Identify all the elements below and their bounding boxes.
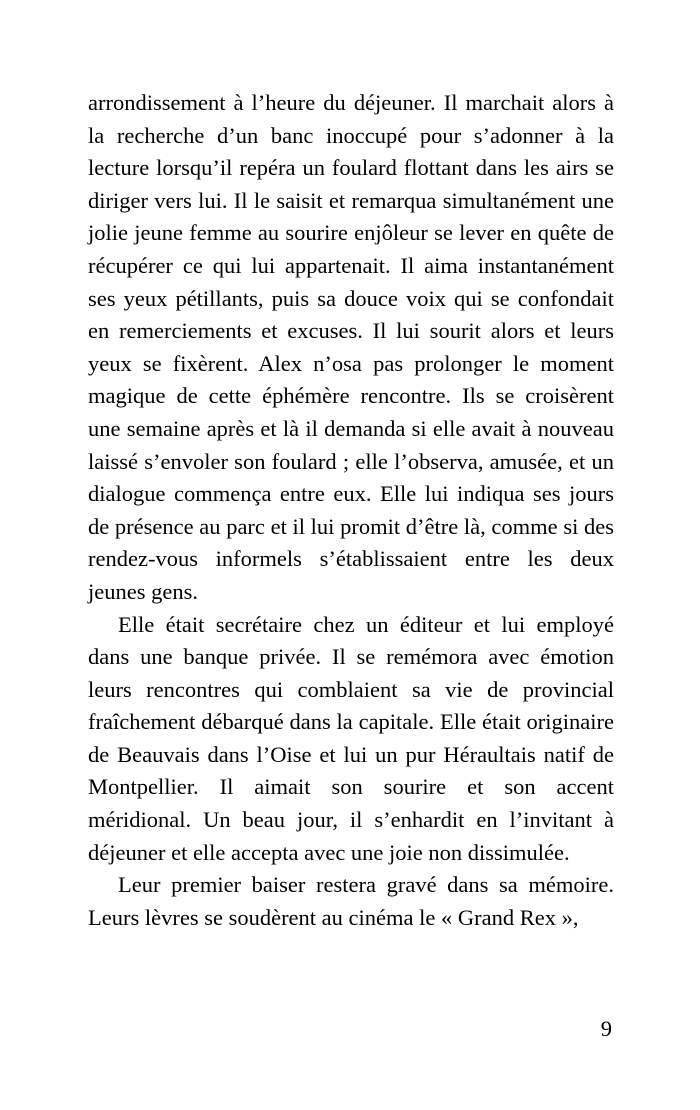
paragraph-secretary: Elle était secrétaire chez un éditeur et lui employé dans une banque privée. Il se remémora avec émotion leurs rencontres qui comblaient sa vie de provincial fraîchement débarqué dans la capitale. Elle était originaire de Beauvais dans l’Oise et lui un pur Héraultais natif de Montpellier. Il aimait son sourire et son accent méridional. Un beau jour, il s’enhardit en l’invitant à déjeuner et elle accepta avec une joie non dissimulée. bbox=[88, 611, 614, 865]
page-number: 9 bbox=[600, 1016, 612, 1041]
paragraph-continued: arrondissement à l’heure du déjeuner. Il marchait alors à la recherche d’un banc inoccupé pour s’adonner à la lecture lorsqu’il repéra un foulard flottant dans les airs se diriger vers lui. Il le saisit et remarqua simultanément une jolie jeune femme au sourire enjôleur se lever en quête de récupérer ce qui lui appartenait. Il aima instantanément ses yeux pétillants, puis sa douce voix qui se confondait en remerciements et excuses. Il lui sourit alors et leurs yeux se fixèrent. Alex n’osa pas prolonger le moment magique de cette éphémère rencontre. Ils se croisèrent une semaine après et là il demanda si elle avait à nouveau laissé s’envoler son foulard ; elle l’observa, amusée, et un dialogue commença entre eux. Elle lui indiqua ses jours de présence au parc et il lui promit d’être là, comme si des rendez-vous informels s’établissaient entre les deux jeunes gens. bbox=[88, 90, 614, 604]
body-text bbox=[88, 87, 614, 934]
paragraph-first-kiss: Leur premier baiser restera gravé dans sa mémoire. Leurs lèvres se soudèrent au cinéma le « Grand Rex », bbox=[88, 872, 614, 930]
